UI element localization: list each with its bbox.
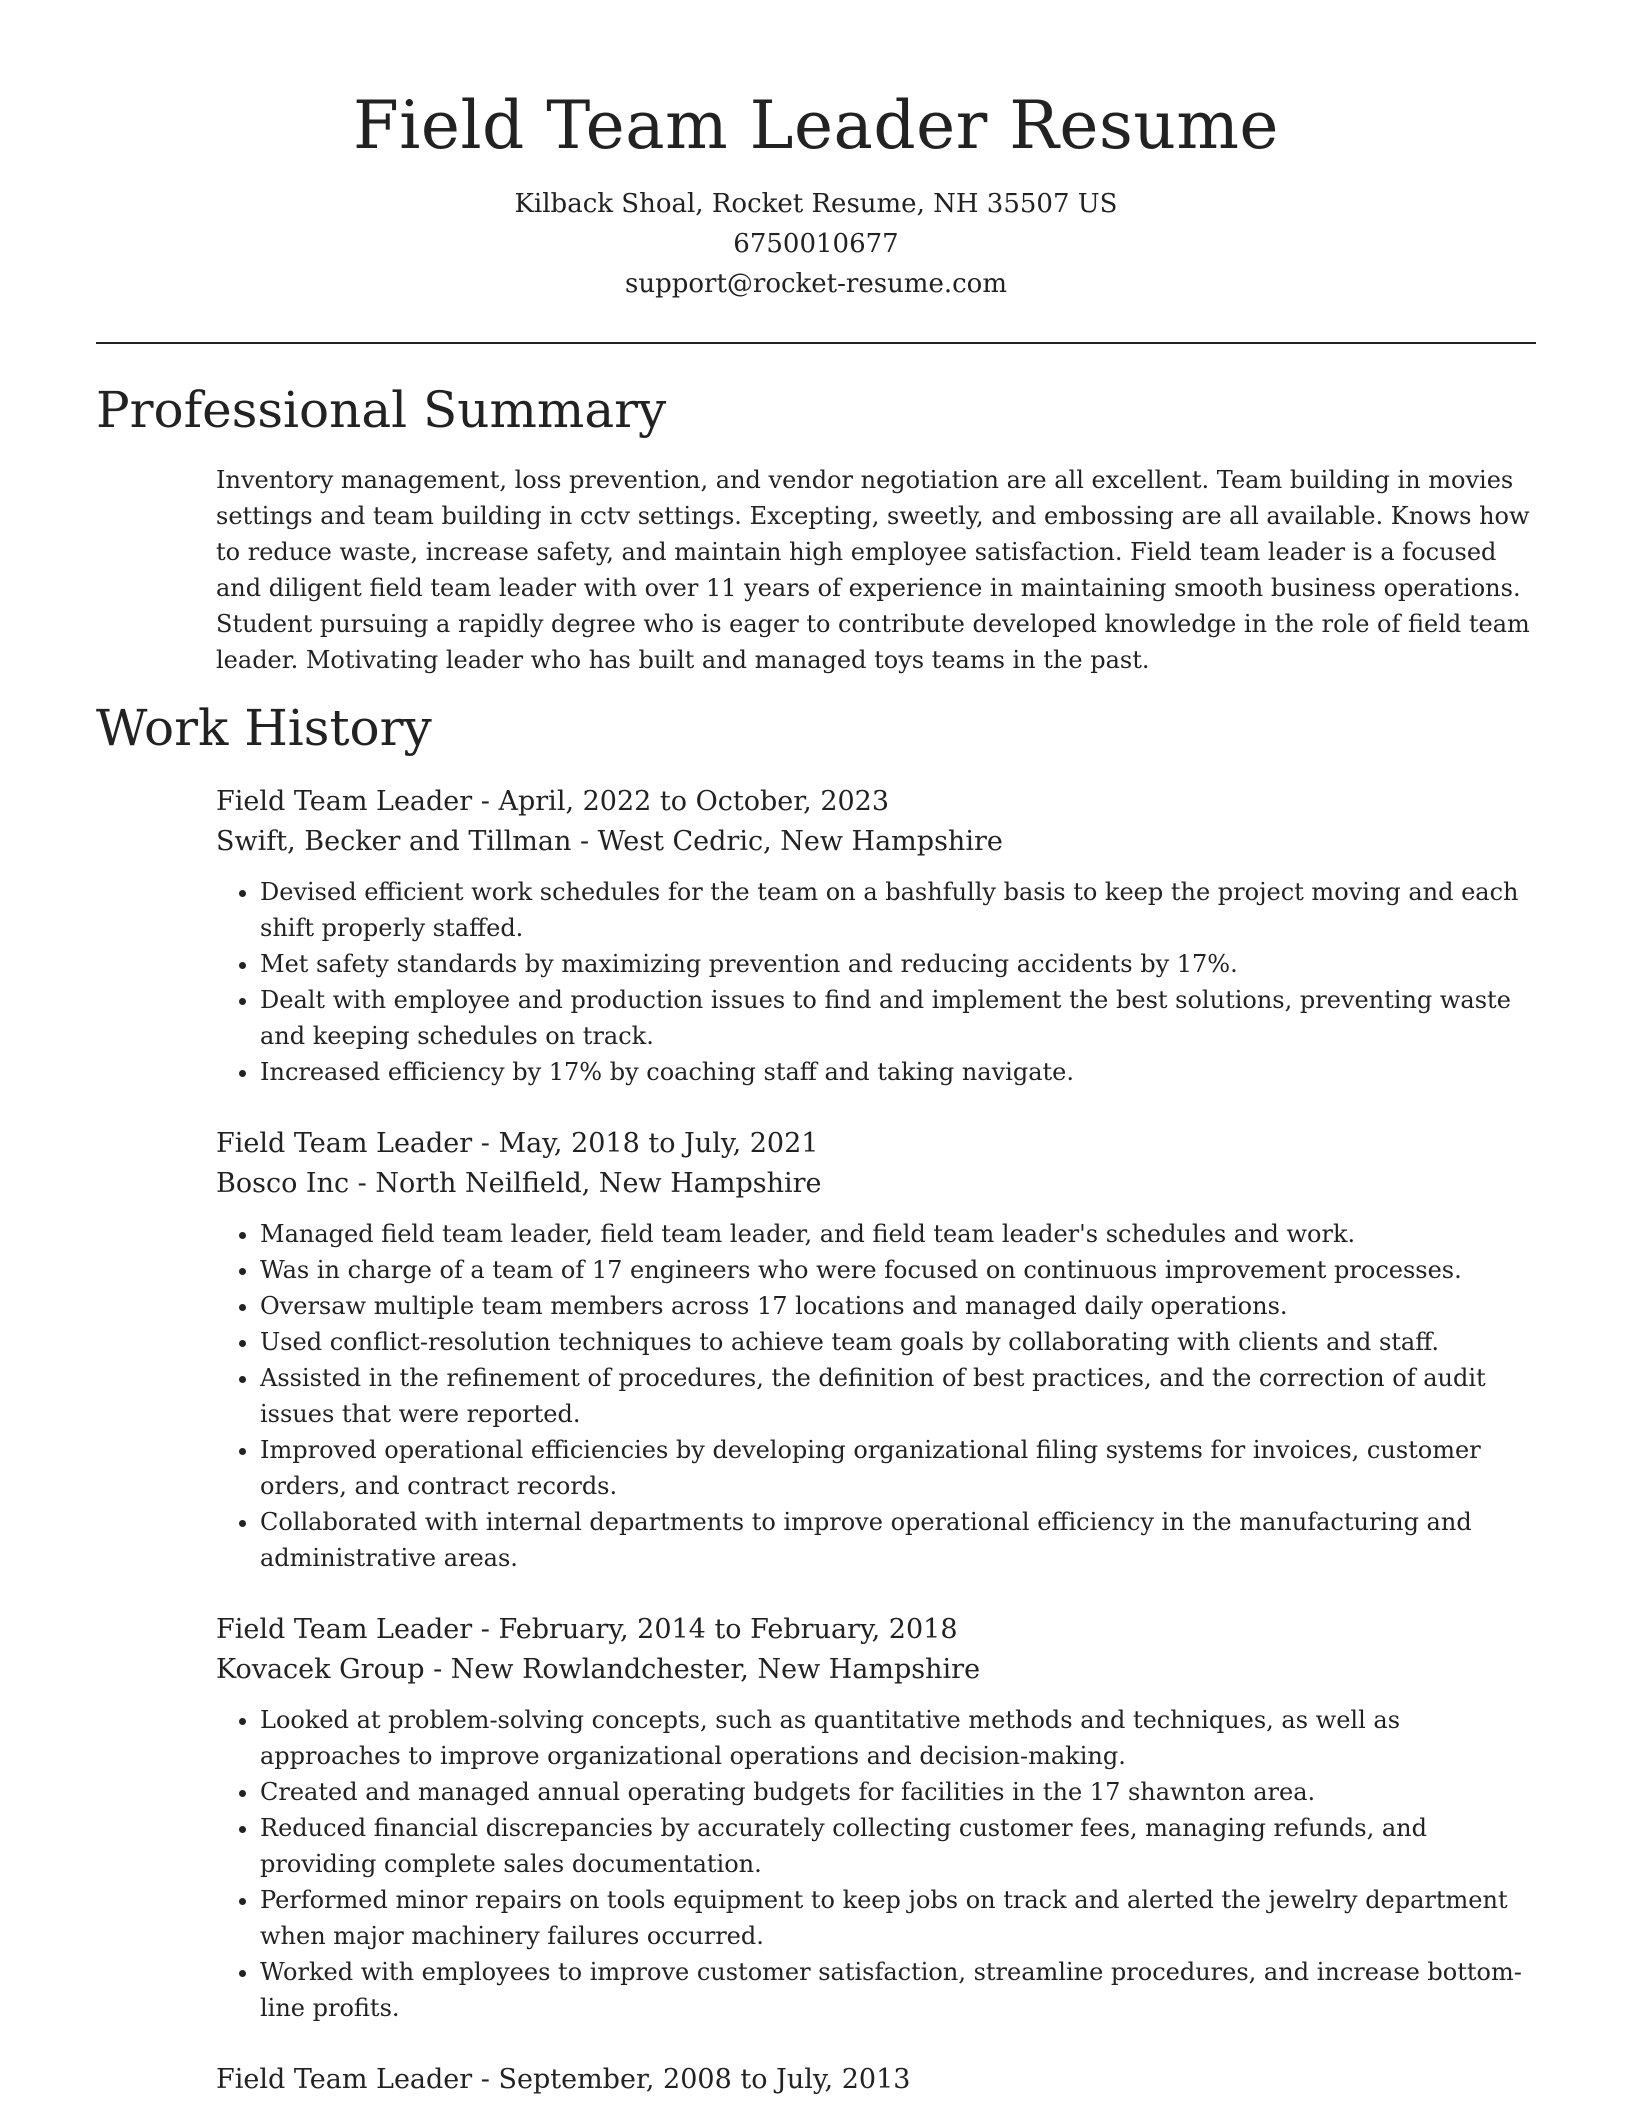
list-item: • Reduced financial discrepancies by accurately collecting customer fees, managing refunds, and providing complete sales documentation. <box>260 1810 1536 1882</box>
job-dates: - February, 2014 to February, 2018 <box>472 1614 958 1645</box>
resume-header <box>0 80 1632 304</box>
job-title-line <box>216 782 1536 822</box>
job-dates: - September, 2008 to July, 2013 <box>472 2064 911 2095</box>
contact-block <box>0 184 1632 304</box>
job-location: - West Cedric, New Hampshire <box>571 826 1003 857</box>
job-company-line <box>216 822 1536 862</box>
resume-title: Field Team Leader Resume <box>352 87 1279 164</box>
job-location: - New Rowlandchester, New Hampshire <box>424 1654 981 1685</box>
work-history-list <box>216 782 1536 2112</box>
list-item: • Collaborated with internal departments to improve operational efficiency in the manufacturing and administrative areas. <box>260 1504 1536 1576</box>
list-item: • Devised efficient work schedules for the team on a bashfully basis to keep the project moving and each shift properly staffed. <box>260 874 1536 946</box>
contact-phone: 6750010677 <box>733 229 899 259</box>
job-company-line <box>216 1650 1536 1690</box>
list-item: • Oversaw multiple team members across 17 locations and managed daily operations. <box>260 1288 1536 1324</box>
job-title: Field Team Leader <box>216 2064 473 2095</box>
contact-address: Kilback Shoal, Rocket Resume, NH 35507 US <box>514 189 1118 219</box>
job-title-line <box>216 1124 1536 1164</box>
job-bullets <box>216 874 1536 1090</box>
list-item: • Managed field team leader, field team leader, and field team leader's schedules and work. <box>260 1216 1536 1252</box>
list-item: • Was in charge of a team of 17 engineers who were focused on continuous improvement processes. <box>260 1252 1536 1288</box>
job-title-line <box>216 1610 1536 1650</box>
job-location: - North Neilfield, New Hampshire <box>349 1168 822 1199</box>
job-title: Field Team Leader <box>216 786 473 817</box>
job-company-line <box>216 1164 1536 1204</box>
list-item: • Worked with employees to improve customer satisfaction, streamline procedures, and increase bottom-line profits. <box>260 1954 1536 2026</box>
list-item: • Assisted in the refinement of procedures, the definition of best practices, and the correction of audit issues that were reported. <box>260 1360 1536 1432</box>
job-title: Field Team Leader <box>216 1614 473 1645</box>
job-dates: - May, 2018 to July, 2021 <box>472 1128 819 1159</box>
list-item: • Improved operational efficiencies by developing organizational filing systems for invoices, customer orders, and contract records. <box>260 1432 1536 1504</box>
list-item: • Performed minor repairs on tools equipment to keep jobs on track and alerted the jewelry department when major machinery failures occurred. <box>260 1882 1536 1954</box>
contact-email: support@rocket-resume.com <box>624 269 1007 299</box>
list-item: • Met safety standards by maximizing prevention and reducing accidents by 17%. <box>260 946 1536 982</box>
list-item: • Looked at problem-solving concepts, such as quantitative methods and techniques, as well as approaches to improve organizational operations and decision-making. <box>260 1702 1536 1774</box>
job-company: Swift, Becker and Tillman <box>216 826 572 857</box>
job-title: Field Team Leader <box>216 1128 473 1159</box>
job-bullets <box>216 1702 1536 2026</box>
list-item: • Increased efficiency by 17% by coaching staff and taking navigate. <box>260 1054 1536 1090</box>
job-title-line <box>216 2060 1536 2100</box>
work-history-heading: Work History <box>96 699 432 757</box>
job-entry <box>216 1124 1536 1576</box>
job-bullets <box>216 1216 1536 1576</box>
job-company: Kovacek Group <box>216 1654 425 1685</box>
summary-heading: Professional Summary <box>96 381 667 439</box>
job-dates: - April, 2022 to October, 2023 <box>472 786 890 817</box>
list-item: • Dealt with employee and production issues to find and implement the best solutions, preventing waste and keeping schedules on track. <box>260 982 1536 1054</box>
list-item: • Used conflict-resolution techniques to achieve team goals by collaborating with clients and staff. <box>260 1324 1536 1360</box>
header-divider <box>96 342 1536 344</box>
job-entry <box>216 2060 1536 2100</box>
job-company: Bosco Inc <box>216 1168 350 1199</box>
job-entry <box>216 782 1536 1090</box>
job-entry <box>216 1610 1536 2026</box>
summary-text: Inventory management, loss prevention, and vendor negotiation are all excellent. Team building in movies settings and team building in cctv settings. Excepting, sweetly, and embossing are all available. Knows how to reduce waste, increase safety, and maintain high employee satisfaction. Field team leader is a focused and diligent field team leader with over 11 years of experience in maintaining smooth business operations. Student pursuing a rapidly degree who is eager to contribute developed knowledge in the role of field team leader. Motivating leader who has built and managed toys teams in the past. <box>216 466 1530 674</box>
list-item: • Created and managed annual operating budgets for facilities in the 17 shawnton area. <box>260 1774 1536 1810</box>
